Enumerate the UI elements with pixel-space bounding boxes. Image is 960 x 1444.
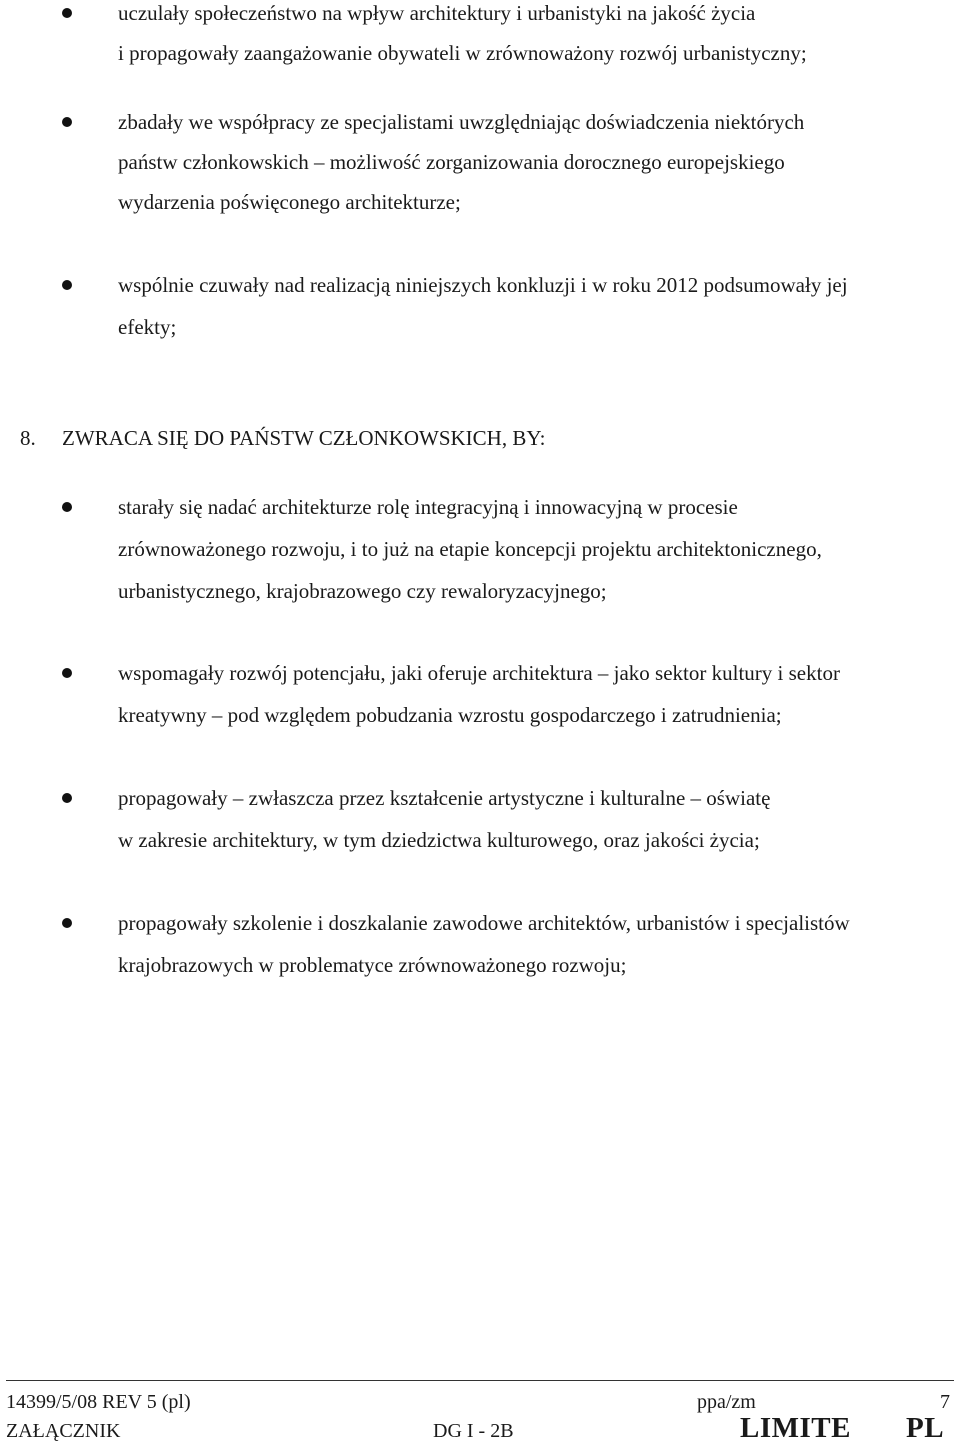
- bullet-icon: [62, 280, 72, 290]
- footer-lang: PL: [906, 1412, 945, 1444]
- list-item-line: propagowały szkolenie i doszkalanie zawodowe architektów, urbanistów i specjalistów: [118, 911, 850, 935]
- footer-divider: [6, 1380, 954, 1381]
- list-item-line: urbanistycznego, krajobrazowego czy rewaloryzacyjnego;: [118, 579, 607, 603]
- list-item-line: zbadały we współpracy ze specjalistami uwzględniając doświadczenia niektórych: [118, 110, 805, 134]
- list-item-line: propagowały – zwłaszcza przez kształcenie artystyczne i kulturalne – oświatę: [118, 786, 771, 810]
- list-item-line: efekty;: [118, 315, 177, 339]
- list-item-line: kreatywny – pod względem pobudzania wzrostu gospodarczego i zatrudnienia;: [118, 703, 782, 727]
- bullet-icon: [62, 793, 72, 803]
- list-item-line: państw członkowskich – możliwość zorganizowania dorocznego europejskiego: [118, 150, 785, 174]
- list-item-line: wydarzenia poświęconego architekturze;: [118, 190, 461, 214]
- bullet-icon: [62, 117, 72, 127]
- footer-dg: DG I - 2B: [433, 1420, 514, 1442]
- footer-limite: LIMITE: [740, 1412, 851, 1444]
- footer-author: ppa/zm: [697, 1391, 756, 1413]
- list-item-line: starały się nadać architekturze rolę integracyjną i innowacyjną w procesie: [118, 495, 738, 519]
- footer-page-number: 7: [940, 1391, 950, 1413]
- bullet-icon: [62, 8, 72, 18]
- list-item-line: uczulały społeczeństwo na wpływ architektury i urbanistyki na jakość życia: [118, 1, 756, 25]
- footer-annex: ZAŁĄCZNIK: [6, 1420, 121, 1442]
- section-title: ZWRACA SIĘ DO PAŃSTW CZŁONKOWSKICH, BY:: [62, 426, 546, 450]
- bullet-icon: [62, 918, 72, 928]
- list-item-line: wspomagały rozwój potencjału, jaki oferuje architektura – jako sektor kultury i sektor: [118, 661, 840, 685]
- section-number: 8.: [20, 426, 36, 450]
- list-item-line: w zakresie architektury, w tym dziedzictwa kulturowego, oraz jakości życia;: [118, 828, 760, 852]
- list-item-line: zrównoważonego rozwoju, i to już na etapie koncepcji projektu architektonicznego,: [118, 537, 822, 561]
- list-item-line: krajobrazowych w problematyce zrównoważonego rozwoju;: [118, 953, 627, 977]
- footer-doc-ref: 14399/5/08 REV 5 (pl): [6, 1391, 191, 1413]
- bullet-icon: [62, 502, 72, 512]
- bullet-icon: [62, 668, 72, 678]
- list-item-line: i propagowały zaangażowanie obywateli w zrównoważony rozwój urbanistyczny;: [118, 41, 807, 65]
- list-item-line: wspólnie czuwały nad realizacją niniejszych konkluzji i w roku 2012 podsumowały jej: [118, 273, 848, 297]
